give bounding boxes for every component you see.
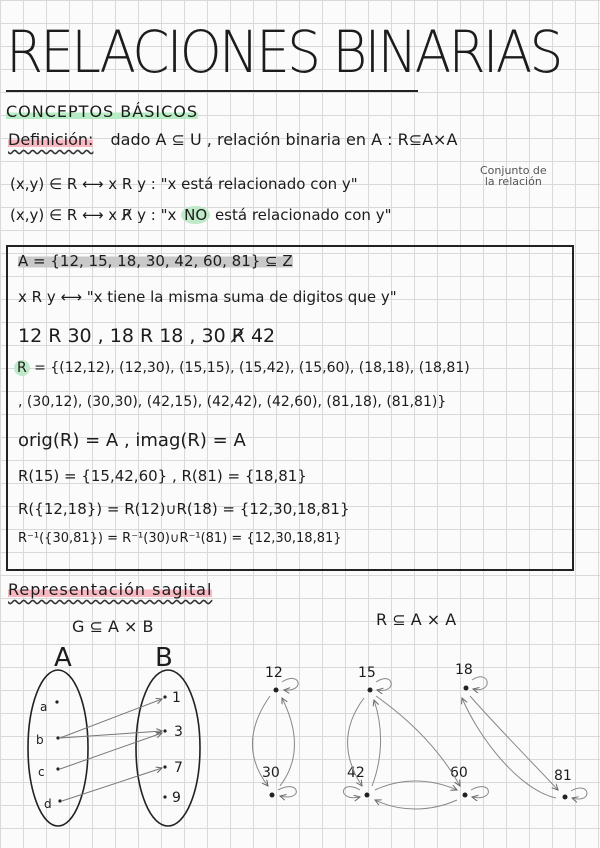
elem-9: 9 xyxy=(172,790,181,806)
page-title: RELACIONES BINARIAS xyxy=(6,18,561,86)
relation-definition: x R y ⟷ "x tiene la misma suma de digitos que y" xyxy=(18,288,397,306)
dot-c xyxy=(56,767,59,770)
note-line-2: la relación xyxy=(484,175,542,188)
elem-1: 1 xyxy=(172,690,181,706)
edge-12-30 xyxy=(253,696,271,786)
elem-d: d xyxy=(44,797,52,811)
note-line-1: Conjunto de xyxy=(480,164,547,177)
loop-12 xyxy=(282,678,298,690)
node-42: 42 xyxy=(347,765,365,781)
dot-a xyxy=(55,700,58,703)
edge-15-60 xyxy=(376,696,460,786)
r-label: R xyxy=(14,360,30,376)
node-30: 30 xyxy=(262,765,280,781)
dot-node-81 xyxy=(563,795,568,800)
section-heading-sagital: Representación sagital xyxy=(8,580,213,599)
not-related-part-a: (x,y) ∈ R ⟷ x R̸ y : "x xyxy=(10,206,182,224)
dot-b xyxy=(56,736,59,739)
edge-18-81 xyxy=(470,696,558,790)
set-b-label: B xyxy=(155,643,173,673)
node-18: 18 xyxy=(455,662,473,678)
set-a-ellipse xyxy=(28,670,88,826)
r-set-first: = {(12,12), (12,30), (15,15), (15,42), (15,60), (18,18), (18,81) xyxy=(29,360,470,376)
loop-30 xyxy=(278,787,296,797)
loop-15 xyxy=(376,679,391,691)
definition-text: dado A ⊆ U , relación binaria en A : R⊆A×A xyxy=(110,130,458,149)
set-a-label: A xyxy=(54,643,72,673)
dot-node-15 xyxy=(368,688,373,693)
node-60: 60 xyxy=(450,765,468,781)
related-line: (x,y) ∈ R ⟷ x R y : "x está relacionado con y" xyxy=(10,175,358,193)
dot-node-42 xyxy=(365,793,370,798)
elem-a: a xyxy=(40,700,48,714)
arrow-c-3 xyxy=(60,733,162,769)
dot-7 xyxy=(163,765,166,768)
dot-node-60 xyxy=(463,793,468,798)
definition-label: Definición: xyxy=(8,130,94,149)
section-heading-conceptos: CONCEPTOS BÁSICOS xyxy=(6,102,198,121)
edge-81-18 xyxy=(462,698,556,798)
loop-81 xyxy=(571,788,587,799)
edge-60-42 xyxy=(375,800,457,809)
dot-1 xyxy=(163,695,166,698)
r-inverse-line: R⁻¹({30,81}) = R⁻¹(30)∪R⁻¹(81) = {12,30,18,81} xyxy=(18,531,342,546)
node-81: 81 xyxy=(554,768,572,784)
dot-d xyxy=(58,799,61,802)
set-b-ellipse xyxy=(136,670,200,826)
set-a-line: A = {12, 15, 18, 30, 42, 60, 81} ⊆ Z xyxy=(18,252,293,270)
dot-3 xyxy=(163,729,166,732)
arrow-d-7 xyxy=(62,768,162,801)
relation-samples: 12 R 30 , 18 R 18 , 30 R̸ 42 xyxy=(18,325,276,347)
loop-18 xyxy=(472,677,487,690)
orig-imag-line: orig(R) = A , imag(R) = A xyxy=(18,430,246,451)
elem-b: b xyxy=(36,733,44,747)
dot-node-18 xyxy=(464,686,469,691)
elem-3: 3 xyxy=(174,724,183,740)
elem-c: c xyxy=(38,765,45,779)
not-related-part-b: está relacionado con y" xyxy=(210,206,392,224)
node-12: 12 xyxy=(265,665,283,681)
edge-42-60 xyxy=(375,781,457,790)
r-diagram-title: R ⊆ A × A xyxy=(376,610,457,629)
loop-60 xyxy=(471,787,488,798)
r15-line: R(15) = {15,42,60} , R(81) = {18,81} xyxy=(18,467,307,485)
dot-node-30 xyxy=(270,793,275,798)
edge-30-12 xyxy=(280,698,295,786)
relation-set-line-2: , (30,12), (30,30), (42,15), (42,42), (42,60), (81,18), (81,81)} xyxy=(18,394,447,410)
no-highlight: NO xyxy=(181,206,210,224)
dot-9 xyxy=(163,795,166,798)
elem-7: 7 xyxy=(174,760,183,776)
edge-15-42 xyxy=(348,698,364,786)
g-diagram-title: G ⊆ A × B xyxy=(72,617,154,636)
node-15: 15 xyxy=(358,665,376,681)
dot-node-12 xyxy=(274,688,279,693)
r-union-line: R({12,18}) = R(12)∪R(18) = {12,30,18,81} xyxy=(18,500,350,518)
edge-42-15 xyxy=(372,700,381,786)
loop-42 xyxy=(343,787,360,798)
